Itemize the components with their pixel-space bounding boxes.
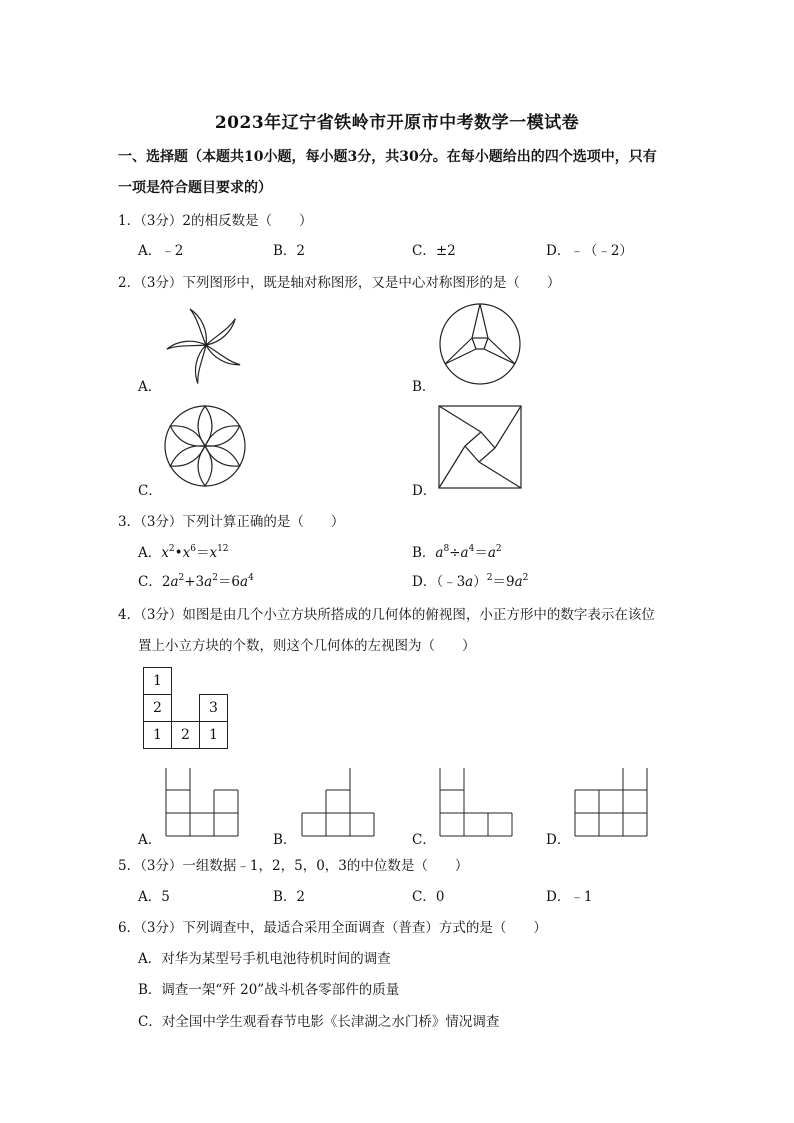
q4-option-a: A． (138, 832, 162, 848)
q4-option-b-view (300, 766, 376, 838)
q2-figure-d-square-pinwheel (437, 404, 523, 490)
q2-figure-a-pinwheel (160, 302, 250, 388)
q4-option-c: C． (412, 832, 436, 848)
q4-stem-line2: 置上小立方块的个数，则这个几何体的左视图为（ ） (138, 638, 476, 654)
q1-option-d: D．﹣（﹣2） (546, 243, 633, 259)
q6-option-b: B．调查一架“歼 20”战斗机各零部件的质量 (138, 982, 400, 998)
q5-option-d: D．﹣1 (546, 889, 593, 905)
q4-option-d: D． (546, 832, 571, 848)
q3-option-d: D．$(﹣3a)^2=9a^2$ (412, 573, 529, 590)
q2-option-a: A． (138, 379, 162, 395)
page-title: 2023年辽宁省铁岭市开原市中考数学一模试卷 (214, 113, 580, 133)
q1-option-a: A．﹣2 (138, 243, 184, 259)
section-heading-line2: 一项是符合题目要求的） (118, 180, 272, 196)
q1-option-b: B．2 (273, 243, 306, 259)
q5-option-b: B．2 (273, 889, 306, 905)
q4-stem-line1: 4．（3分）如图是由几个小立方块所搭成的几何体的俯视图，小正方形中的数字表示在该位 (118, 607, 655, 623)
q4-top-view-grid (143, 667, 228, 749)
q6-option-a: A．对华为某型号手机电池待机时间的调查 (138, 951, 391, 967)
grid-cell: 1 (144, 668, 172, 695)
q3-option-b: B．$a^8\div a^4=a^2$ (412, 544, 502, 561)
q2-option-b: B． (412, 379, 436, 395)
q5-option-a: A．5 (138, 889, 170, 905)
q2-figure-c-flower (163, 404, 247, 488)
q2-figure-b-circle-trefoil (438, 302, 522, 386)
q5-option-c: C．0 (412, 889, 445, 905)
q3-option-a: A．$x^2•x^6=x^{12}$ (138, 544, 229, 561)
q2-option-c: C． (138, 483, 162, 499)
q3-option-c: C．$2a^2+3a^2=6a^4$ (138, 573, 254, 590)
q6-stem: 6．（3分）下列调查中，最适合采用全面调查（普查）方式的是（ ） (118, 920, 547, 936)
grid-cell: 2 (144, 695, 172, 722)
grid-cell: 1 (144, 722, 172, 749)
q1-stem: 1．（3分）2的相反数是（ ） (118, 213, 313, 229)
section-heading-line1: 一、选择题（本题共10小题，每小题3分，共30分。在每小题给出的四个选项中，只有 (118, 149, 657, 165)
grid-cell-empty (172, 695, 200, 722)
grid-cell: 2 (172, 722, 200, 749)
grid-cell: 3 (200, 695, 228, 722)
q1-option-c: C．±2 (412, 243, 456, 259)
q3-stem: 3．（3分）下列计算正确的是（ ） (118, 514, 345, 530)
q2-stem: 2．（3分）下列图形中，既是轴对称图形，又是中心对称图形的是（ ） (118, 275, 561, 291)
q5-stem: 5．（3分）一组数据﹣1，2，5，0，3的中位数是（ ） (118, 858, 469, 874)
q2-option-d: D． (412, 483, 437, 499)
q6-option-c: C．对全国中学生观看春节电影《长津湖之水门桥》情况调查 (138, 1014, 500, 1030)
q4-option-c-view (438, 766, 514, 838)
q4-option-b: B． (273, 832, 297, 848)
grid-cell: 1 (200, 722, 228, 749)
grid-cell-empty (200, 668, 228, 695)
q4-option-a-view (164, 766, 240, 838)
grid-cell-empty (172, 668, 200, 695)
q4-option-d-view (573, 766, 649, 838)
